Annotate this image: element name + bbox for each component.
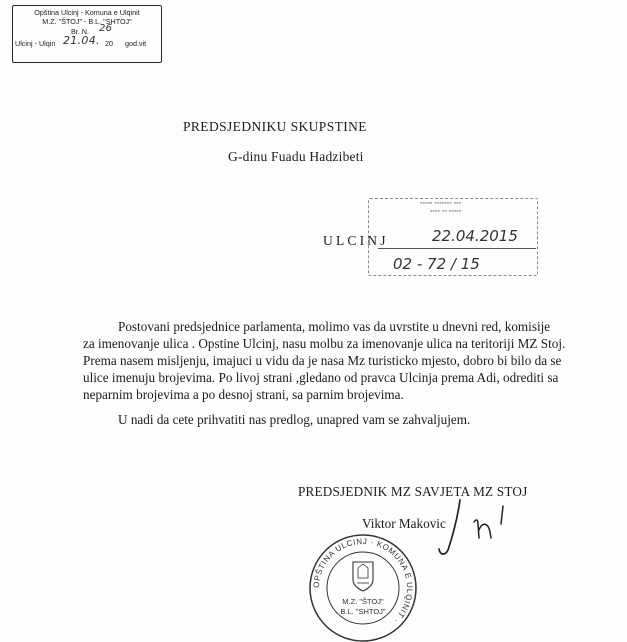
signatory-name: Viktor Makovic xyxy=(362,516,446,531)
received-divider xyxy=(378,248,536,249)
stamp-date-row xyxy=(13,34,161,49)
stamp-municipality: Opština Ulcinj - Komuna e Ulqinit xyxy=(34,8,140,17)
body-line-2: za imenovanje ulica . Opstine Ulcinj, nasu molbu za imenovanje ulica na teritoriji MZ Stoj. xyxy=(83,336,566,351)
body-line-1: Postovani predsjednice parlamenta, molimo vas da uvrstite u dnevni red, komisije xyxy=(118,319,551,334)
seal-emblem-icon xyxy=(353,562,373,591)
stamp-suffix: god.vit xyxy=(125,39,147,48)
received-number: 02 - 72 / 15 xyxy=(393,255,480,273)
registration-stamp xyxy=(12,5,162,63)
seal-ring-text: OPŠTINA ULCINJ · KOMUNA E ULQINIT · xyxy=(311,536,415,626)
stamp-year-prefix: 20 xyxy=(105,39,113,48)
stamp-number-value: 26 xyxy=(99,23,113,34)
signatory-title: PREDSJEDNIK MZ SAVJETA MZ STOJ xyxy=(298,484,528,499)
stamp-city: Ulcinj - Ulqin xyxy=(15,39,56,48)
seal-inner-top: M.Z. "ŠTOJ" xyxy=(342,597,384,606)
received-city: ULCINJ xyxy=(323,233,389,248)
recipient-name: G-dinu Fuadu Hadzibeti xyxy=(228,149,364,164)
seal-inner-bottom: B.L. "SHTOJ" xyxy=(340,607,386,616)
received-stamp-faded-text: ▪▪▪▪▪ ▪▪▪▪▪▪▪ ▪▪▪ ▪▪▪▪ ▪▪ ▪▪▪▪▪ xyxy=(420,200,462,215)
received-date: 22.04.2015 xyxy=(432,227,518,245)
body-line-5: neparnim brojevima a po desnoj strani, sa parnim brojevima. xyxy=(83,387,404,402)
body-line-4: ulice imenuju brojevima. Po livoj strani ,gledano od pravca Ulcinja prema Adi, odrediti sa xyxy=(83,370,559,385)
stamp-community: M.Z. "ŠTOJ" - B.L. "SHTOJ" xyxy=(42,17,132,26)
body-line-3: Prema nasem misljenju, imajuci u vidu da je nasa Mz turisticko mjesto, dobro bi bilo da se xyxy=(83,353,562,368)
stamp-number-label: Br. N. xyxy=(71,27,89,36)
official-round-seal xyxy=(303,530,423,642)
handwritten-signature xyxy=(418,492,528,562)
stamp-date: 21.04. xyxy=(63,34,100,47)
recipient-title: PREDSJEDNIKU SKUPSTINE xyxy=(183,119,367,134)
closing-line: U nadi da cete prihvatiti nas predlog, unapred vam se zahvaljujem. xyxy=(118,412,471,427)
